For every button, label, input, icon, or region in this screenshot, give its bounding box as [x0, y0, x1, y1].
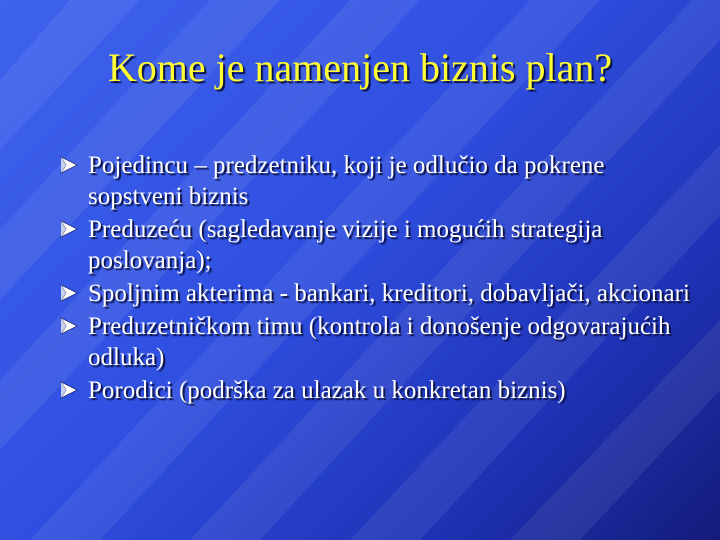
arrowhead-bullet-icon	[60, 317, 78, 335]
bullet-text: Pojedincu – predzetniku, koji je odlučio da pokrene sopstveni biznis	[88, 152, 605, 210]
bullet-text: Porodici (podrška za ulazak u konkretan biznis)	[88, 377, 566, 404]
bullet-text: Preduzeću (sagledavanje vizije i mogućih strategija poslovanja);	[88, 216, 603, 274]
list-item	[60, 311, 700, 373]
arrowhead-bullet-icon	[60, 156, 78, 174]
arrowhead-bullet-icon	[60, 381, 78, 399]
list-item	[60, 150, 700, 212]
list-item	[60, 375, 700, 406]
arrowhead-bullet-icon	[60, 220, 78, 238]
list-item	[60, 214, 700, 276]
bullet-text: Spoljnim akterima - bankari, kreditori, dobavljači, akcionari	[88, 280, 690, 307]
bullet-list	[60, 150, 700, 408]
arrowhead-bullet-icon	[60, 284, 78, 302]
bullet-text: Preduzetničkom timu (kontrola i donošenje odgovarajućih odluka)	[88, 313, 671, 371]
list-item	[60, 278, 700, 309]
slide-title: Kome je namenjen biznis plan?	[107, 45, 613, 90]
